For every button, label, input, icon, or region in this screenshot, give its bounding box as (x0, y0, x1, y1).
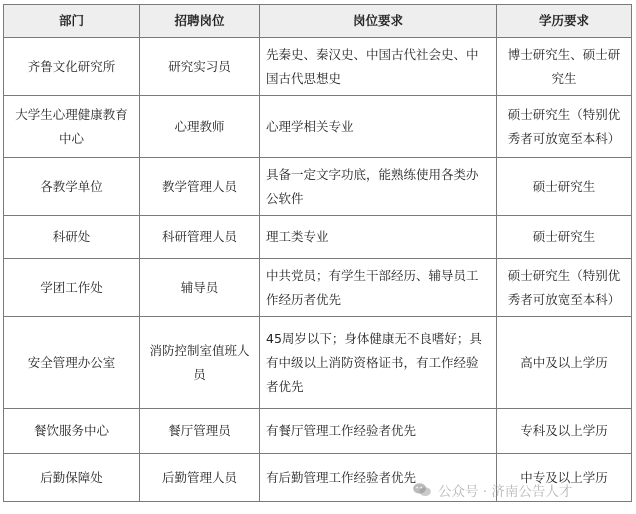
table-header-row (4, 5, 632, 38)
cell-department: 齐鲁文化研究所 (4, 38, 140, 96)
cell-position: 消防控制室值班人员 (140, 317, 260, 409)
cell-position: 心理教师 (140, 96, 260, 158)
cell-education: 专科及以上学历 (497, 409, 632, 454)
table-row (4, 158, 632, 216)
wechat-icon (412, 482, 432, 498)
cell-department: 餐饮服务中心 (4, 409, 140, 454)
table-row (4, 96, 632, 158)
cell-position: 科研管理人员 (140, 216, 260, 259)
header-position: 招聘岗位 (140, 5, 260, 38)
cell-position: 辅导员 (140, 259, 260, 317)
table-row (4, 259, 632, 317)
cell-department: 后勤保障处 (4, 454, 140, 502)
cell-department: 学团工作处 (4, 259, 140, 317)
cell-requirements: 有餐厅管理工作经验者优先 (260, 409, 497, 454)
cell-requirements: 理工类专业 (260, 216, 497, 259)
recruitment-table (3, 4, 632, 502)
header-department: 部门 (4, 5, 140, 38)
cell-education: 博士研究生、硕士研究生 (497, 38, 632, 96)
cell-position: 餐厅管理员 (140, 409, 260, 454)
cell-requirements: 具备一定文字功底，能熟练使用各类办公软件 (260, 158, 497, 216)
cell-requirements: 心理学相关专业 (260, 96, 497, 158)
cell-education: 硕士研究生 (497, 158, 632, 216)
cell-department: 各教学单位 (4, 158, 140, 216)
header-requirements: 岗位要求 (260, 5, 497, 38)
cell-education: 硕士研究生（特别优秀者可放宽至本科） (497, 259, 632, 317)
cell-position: 教学管理人员 (140, 158, 260, 216)
table-row (4, 216, 632, 259)
cell-requirements: 先秦史、秦汉史、中国古代社会史、中国古代思想史 (260, 38, 497, 96)
cell-requirements: 有后勤管理工作经验者优先 (260, 454, 497, 502)
cell-position: 研究实习员 (140, 38, 260, 96)
wechat-watermark (412, 477, 572, 503)
watermark-text: 公众号 · 济南公告人才 (438, 484, 573, 500)
cell-department: 安全管理办公室 (4, 317, 140, 409)
table-row (4, 38, 632, 96)
table-row (4, 409, 632, 454)
cell-education: 硕士研究生（特别优秀者可放宽至本科） (497, 96, 632, 158)
cell-education: 硕士研究生 (497, 216, 632, 259)
cell-requirements: 中共党员；有学生干部经历、辅导员工作经历者优先 (260, 259, 497, 317)
cell-education: 中专及以上学历 (497, 454, 632, 502)
cell-position: 后勤管理人员 (140, 454, 260, 502)
header-education: 学历要求 (497, 5, 632, 38)
cell-requirements: 45周岁以下；身体健康无不良嗜好；具有中级以上消防资格证书，有工作经验者优先 (260, 317, 497, 409)
cell-education: 高中及以上学历 (497, 317, 632, 409)
cell-department: 大学生心理健康教育中心 (4, 96, 140, 158)
cell-department: 科研处 (4, 216, 140, 259)
table-row (4, 317, 632, 409)
